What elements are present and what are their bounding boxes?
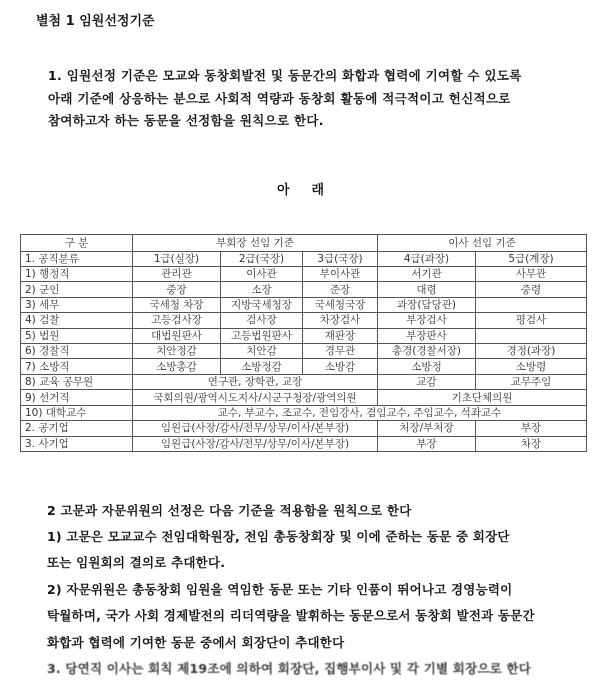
table-cell: 준장 [303,282,378,297]
table-row [21,421,587,436]
table-row [21,344,587,359]
table-row [21,297,587,312]
table-row [21,359,587,374]
table-cell: 검사장 [221,313,303,328]
table-cell: 소장 [221,282,303,297]
table-header-row [21,235,587,252]
table-cell: 국세청 차장 [133,297,221,312]
table-cell: 치안감 [221,344,303,359]
table-cell: 중장 [133,282,221,297]
vp-cell: 임원급(사장/감사/전무/상무/이사/본부장) [133,421,378,436]
table-cell: 지방국세청장 [221,297,303,312]
header-category: 구 분 [21,235,133,252]
row-label: 2. 공기업 [21,421,133,436]
row-label: 10) 대학교수 [21,405,133,420]
table-cell: 서기관 [378,267,476,282]
table-cell: 1급(실장) [133,251,221,266]
attachment-heading: 별첨 1 임원선정기준 [36,14,155,29]
table-cell: 소방감 [303,359,378,374]
table-cell: 소방정 [378,359,476,374]
row-label: 3) 세무 [21,297,133,312]
director-cell: 부장 [476,421,587,436]
row-label: 8) 교육 공무원 [21,374,133,389]
table-cell: 치안정감 [133,344,221,359]
section2-item2-line1: 2) 자문위원은 총동창회 임원을 역임한 동문 또는 기타 인품이 뛰어나고 경영능력이 [47,582,513,597]
table-cell: 이사관 [221,267,303,282]
table-row [21,390,587,405]
table-cell: 부이사관 [303,267,378,282]
table-cell: 경무관 [303,344,378,359]
vp-cell: 연구관, 장학관, 교장 [133,374,378,389]
table-cell [476,328,587,343]
table-cell: 재판장 [303,328,378,343]
table-row [21,436,587,451]
merged-cell: 교수, 부교수, 조교수, 전임강사, 겸임교수, 주임교수, 석좌교수 [133,405,587,420]
vp-cell: 국회의원/광역시도지사/시군구청장/광역의원 [133,390,378,405]
row-label: 3. 사기업 [21,436,133,451]
table-cell: 2급(국장) [221,251,303,266]
table-cell: 부장검사 [378,313,476,328]
section2-title: 2 고문과 자문위원의 선정은 다음 기준을 적용함을 원칙으로 한다 [47,503,412,518]
director-cell: 기초단체의원 [378,390,587,405]
section1-line3: 참여하고자 하는 동문을 선정함을 원칙으로 한다. [48,113,324,128]
row-label: 6) 경찰직 [21,344,133,359]
appointment-criteria-table [20,234,587,452]
director-cell: 처장/부처장 [378,421,476,436]
table-cell: 사무관 [476,267,587,282]
director-cell: 교감 [378,374,476,389]
section2-item2-line2: 탁월하며, 국가 사회 경제발전의 리더역량을 발휘하는 동문으로서 동창회 발전과 동문간 [47,608,535,623]
table-cell: 평검사 [476,313,587,328]
section2-item2-line3: 화합과 협력에 기여한 동문 중에서 회장단이 추대한다 [47,635,345,650]
table-row [21,282,587,297]
vp-cell: 임원급(사장/감사/전무/상무/이사/본부장) [133,436,378,451]
table-cell: 경정(과장) [476,344,587,359]
table-row [21,405,587,420]
table-cell [476,297,587,312]
table-cell: 소방총감 [133,359,221,374]
table-cell: 5급(계장) [476,251,587,266]
director-cell: 차장 [476,436,587,451]
table-row [21,313,587,328]
section1-line1: 1. 임원선정 기준은 모교와 동창회발전 및 동문간의 화합과 협력에 기여할 수 있도록 [48,68,522,83]
table-cell: 과장(담당관) [378,297,476,312]
row-label: 5) 법원 [21,328,133,343]
director-cell: 부장 [378,436,476,451]
row-label: 1. 공직분류 [21,251,133,266]
row-label: 4) 검찰 [21,313,133,328]
table-cell: 관리관 [133,267,221,282]
table-cell: 고등법원판사 [221,328,303,343]
table-cell: 차장검사 [303,313,378,328]
row-label: 1) 행정직 [21,267,133,282]
table-cell: 대령 [378,282,476,297]
table-cell: 소방정감 [221,359,303,374]
section1-line2: 아래 기준에 상응하는 분으로 사회적 역량과 동창회 활동에 적극적이고 헌신적으로 [48,91,511,106]
table-cell: 3급(국장) [303,251,378,266]
table-row [21,267,587,282]
row-label: 7) 소방직 [21,359,133,374]
table-cell: 총경(경찰서장) [378,344,476,359]
header-vice-president-criteria: 부회장 선임 기준 [133,235,378,252]
table-row [21,328,587,343]
table-cell: 중령 [476,282,587,297]
table-cell: 고등검사장 [133,313,221,328]
header-director-criteria: 이사 선임 기준 [378,235,587,252]
section2-item3: 3. 당연직 이사는 회칙 제19조에 의하여 회장단, 집행부이사 및 각 기별 회장으로 한다 [47,661,532,676]
table-cell: 소방령 [476,359,587,374]
table-cell: 4급(과장) [378,251,476,266]
table-cell: 대법원판사 [133,328,221,343]
section2-item1-line2: 또는 임원회의 결의로 추대한다. [47,555,226,570]
row-label: 2) 군인 [21,282,133,297]
table-cell: 부장판사 [378,328,476,343]
table-row [21,374,587,389]
row-label: 9) 선거직 [21,390,133,405]
section2-item1-line1: 1) 고문은 모교교수 전임대학원장, 전임 총동창회장 및 이에 준하는 동문 중 회장단 [47,529,510,544]
table-cell: 국세청국장 [303,297,378,312]
director-cell: 교무주임 [476,374,587,389]
table-row [21,251,587,266]
section-subheading: 아래 [277,183,347,198]
